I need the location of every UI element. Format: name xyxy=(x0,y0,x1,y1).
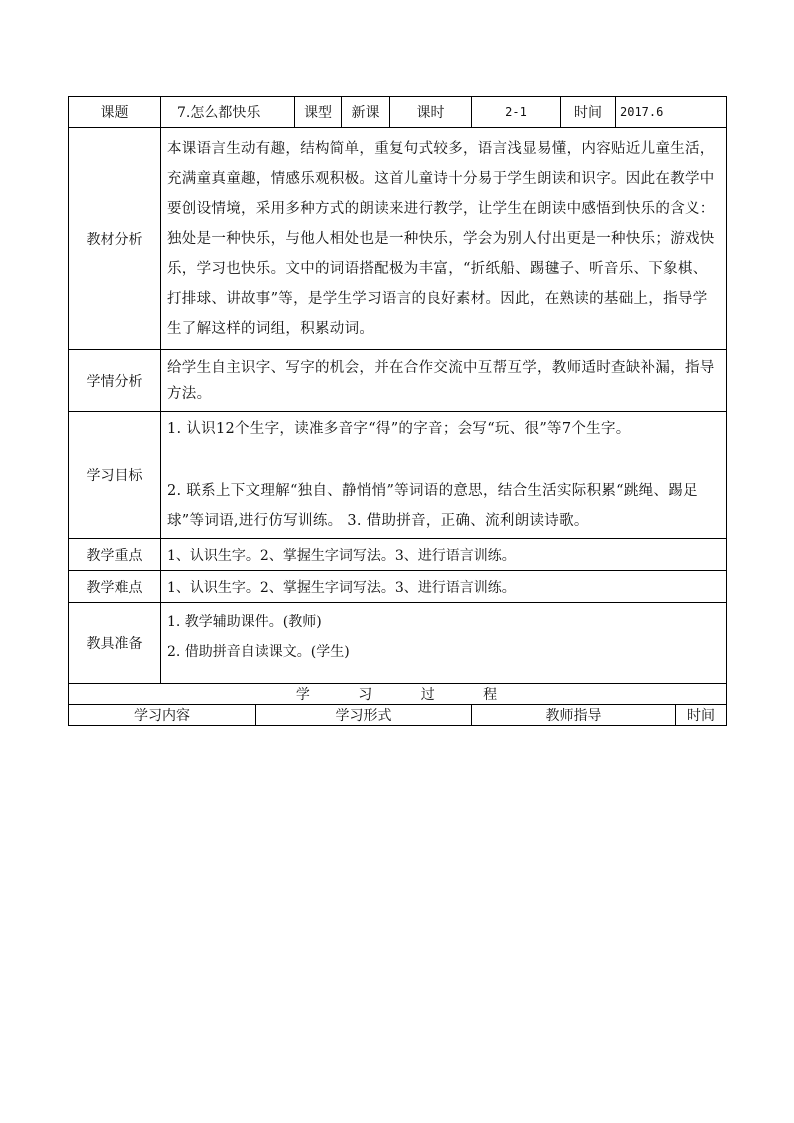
goals-label: 学习目标 xyxy=(69,412,161,539)
process-header-row xyxy=(69,705,727,726)
process-title: 学 习 过 程 xyxy=(69,684,727,705)
aids-row xyxy=(69,603,727,684)
material-label: 教材分析 xyxy=(69,128,161,350)
aids-label: 教具准备 xyxy=(69,603,161,684)
type-value: 新课 xyxy=(342,97,390,128)
aid-item-2: 2. 借助拼音自读课文。(学生) xyxy=(167,644,350,660)
goal-item-1: 1. 认识12个生字，读准多音字“得”的字音；会写“玩、很”等7个生字。 xyxy=(167,421,631,437)
difficulties-label: 教学难点 xyxy=(69,571,161,603)
aid-item-1: 1. 教学辅助课件。(教师) xyxy=(167,614,322,630)
material-row xyxy=(69,128,727,350)
learners-text: 给学生自主识字、写字的机会，并在合作交流中互帮互学，教师适时查缺补漏，指导方法。 xyxy=(161,350,727,412)
process-title-row xyxy=(69,684,727,705)
learners-label: 学情分析 xyxy=(69,350,161,412)
process-col-content: 学习内容 xyxy=(69,705,256,726)
hours-label: 课时 xyxy=(390,97,472,128)
key-points-row xyxy=(69,539,727,571)
header-row xyxy=(69,97,727,128)
lesson-plan-sheet xyxy=(68,96,726,726)
difficulties-text: 1、认识生字。2、掌握生字词写法。3、进行语言训练。 xyxy=(161,571,727,603)
topic-label: 课题 xyxy=(69,97,161,128)
goals-cell xyxy=(161,412,727,539)
process-col-time: 时间 xyxy=(676,705,727,726)
goal-item-2: 2. 联系上下文理解“独自、静悄悄”等词语的意思，结合生活实际积累“跳绳、踢足球”等词语,进行仿写训练。 3. 借助拼音，正确、流利朗读诗歌。 xyxy=(167,483,698,529)
goal-spacer xyxy=(167,444,720,476)
type-label: 课型 xyxy=(295,97,342,128)
process-header-table xyxy=(68,704,727,726)
process-col-form: 学习形式 xyxy=(256,705,472,726)
time-value: 2017.6 xyxy=(616,97,727,128)
learners-row xyxy=(69,350,727,412)
material-text: 本课语言生动有趣，结构简单，重复句式较多，语言浅显易懂，内容贴近儿童生活，充满童真童趣，情感乐观积极。这首儿童诗十分易于学生朗读和识字。因此在教学中要创设情境，采用多种方式的朗读来进行教学，让学生在朗读中感悟到快乐的含义：独处是一种快乐，与他人相处也是一种快乐，学会为别人付出更是一种快乐；游戏快乐，学习也快乐。文中的词语搭配极为丰富，“折纸船、踢毽子、听音乐、下象棋、打排球、讲故事”等，是学生学习语言的良好素材。因此，在熟读的基础上，指导学生了解这样的词组，积累动词。 xyxy=(161,128,727,350)
lesson-plan-table xyxy=(68,96,727,705)
goals-row xyxy=(69,412,727,539)
time-label: 时间 xyxy=(561,97,616,128)
difficulties-row xyxy=(69,571,727,603)
process-col-guide: 教师指导 xyxy=(472,705,676,726)
aids-cell xyxy=(161,603,727,684)
topic-value: 7.怎么都快乐 xyxy=(161,97,295,128)
hours-value: 2-1 xyxy=(472,97,561,128)
key-points-label: 教学重点 xyxy=(69,539,161,571)
key-points-text: 1、认识生字。2、掌握生字词写法。3、进行语言训练。 xyxy=(161,539,727,571)
